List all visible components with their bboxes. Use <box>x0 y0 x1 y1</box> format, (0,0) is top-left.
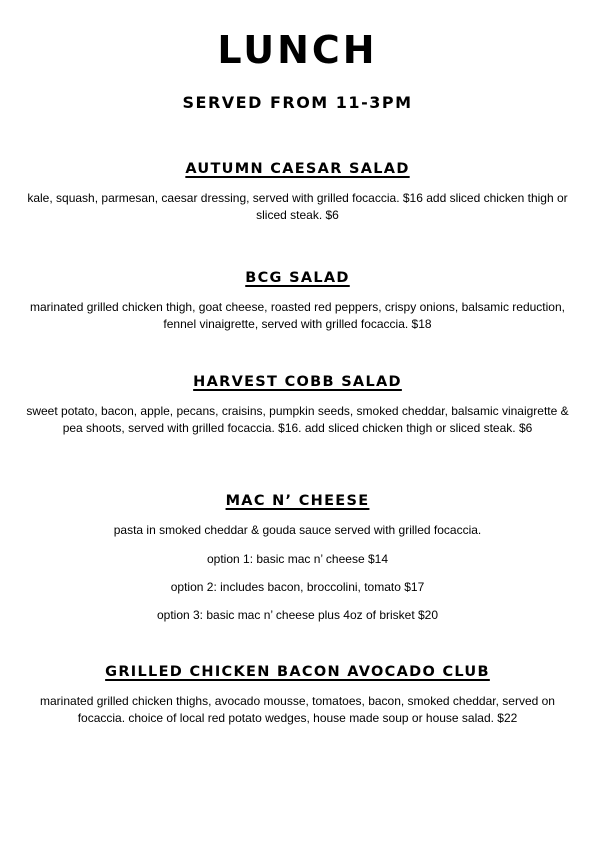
menu-subtitle: SERVED FROM 11-3PM <box>182 93 413 112</box>
menu-item-name: GRILLED CHICKEN BACON AVOCADO CLUB <box>105 664 490 680</box>
menu-title: LUNCH <box>217 28 378 72</box>
menu-item-description: kale, squash, parmesan, caesar dressing, served with grilled focaccia. $16 add sliced chicken thigh or sliced steak. $6 <box>27 191 568 222</box>
menu-item-description: sweet potato, bacon, apple, pecans, craisins, pumpkin seeds, smoked cheddar, balsamic vinaigrette & pea shoots, served with grilled focaccia. $16. add sliced chicken thigh or sliced steak. $6 <box>26 404 569 435</box>
menu-item-option-3: option 3: basic mac n’ cheese plus 4oz of brisket $20 <box>156 607 439 622</box>
menu-item-harvest-cobb-salad <box>24 373 571 436</box>
menu-item-description: marinated grilled chicken thigh, goat cheese, roasted red peppers, crispy onions, balsamic reduction, fennel vinaigrette, served with grilled focaccia. $18 <box>30 300 565 331</box>
menu-item-autumn-caesar-salad <box>24 160 571 223</box>
menu-item-bcg-salad <box>24 269 571 332</box>
menu-item-description: marinated grilled chicken thighs, avocado mousse, tomatoes, bacon, smoked cheddar, served on focaccia. choice of local red potato wedges, house made soup or house salad. $22 <box>40 694 555 725</box>
menu-item-option-2: option 2: includes bacon, broccolini, tomato $17 <box>170 579 425 594</box>
menu-item-name: AUTUMN CAESAR SALAD <box>185 161 410 177</box>
menu-item-description: pasta in smoked cheddar & gouda sauce served with grilled focaccia. <box>113 523 482 537</box>
menu-item-name: MAC N’ CHEESE <box>225 493 370 509</box>
menu-item-name: HARVEST COBB SALAD <box>193 374 402 390</box>
menu-item-option-1: option 1: basic mac n’ cheese $14 <box>206 551 388 566</box>
menu-item-name: BCG SALAD <box>245 270 350 286</box>
menu-item-mac-n-cheese <box>24 492 571 623</box>
menu-item-grilled-chicken-bacon-avocado-club <box>24 663 571 726</box>
